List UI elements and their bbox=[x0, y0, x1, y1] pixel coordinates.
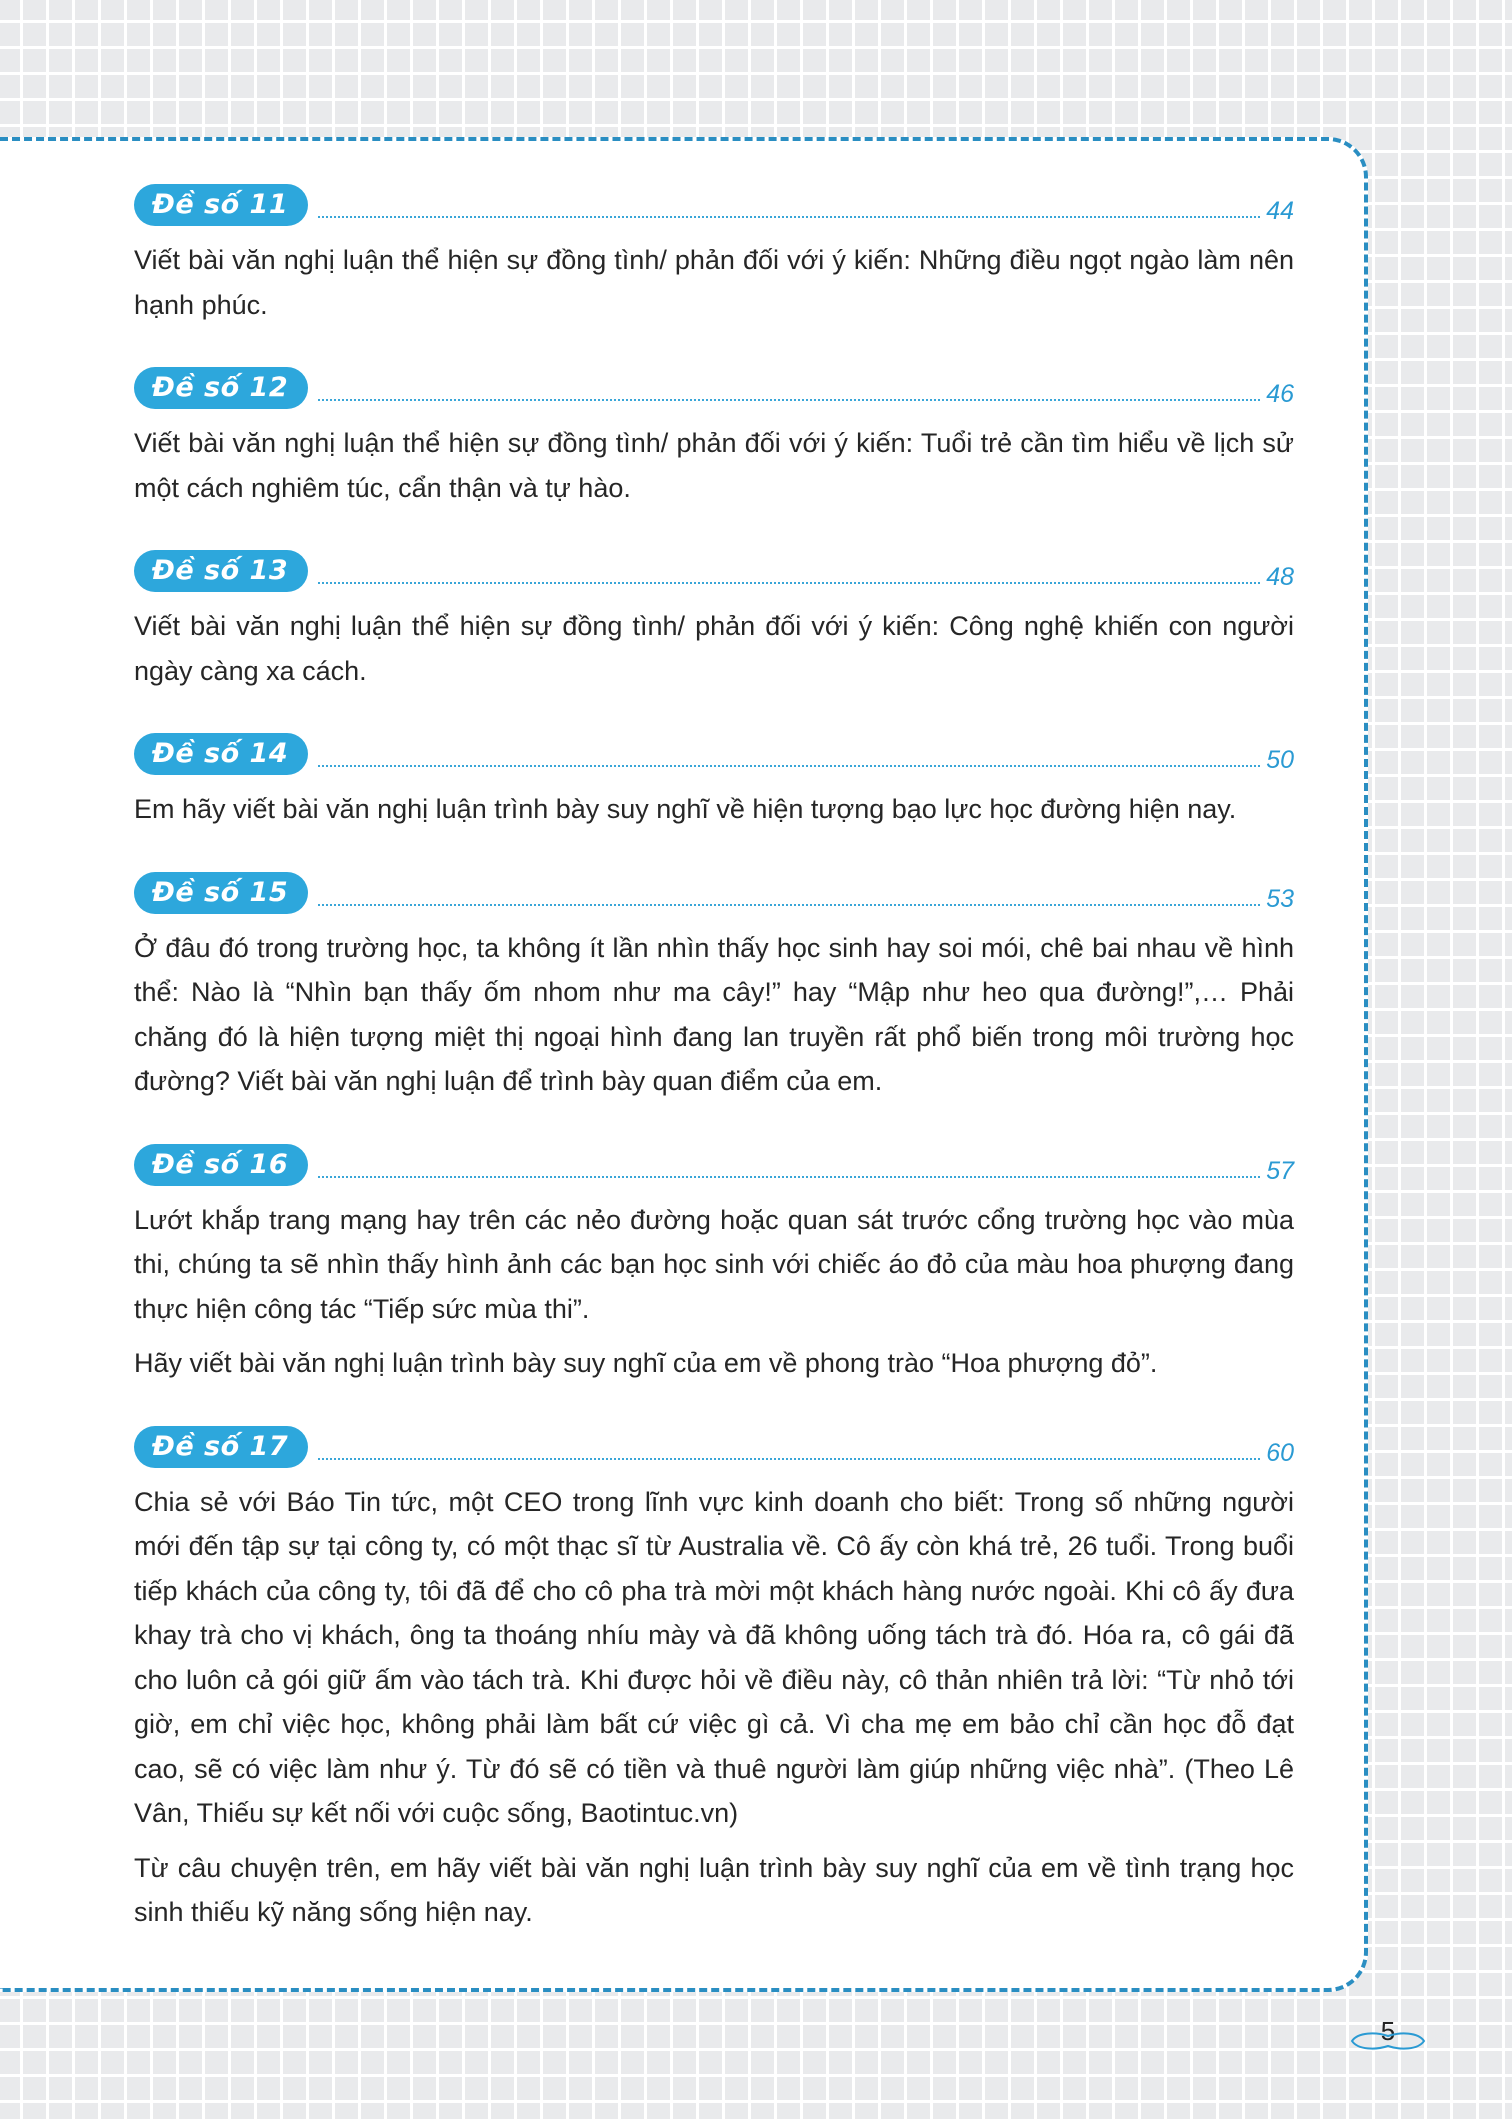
dotted-leader bbox=[318, 765, 1260, 767]
toc-entry bbox=[134, 868, 1294, 1104]
toc-entry-header bbox=[134, 363, 1294, 409]
page-number[interactable]: 53 bbox=[1266, 884, 1294, 913]
toc-entry bbox=[134, 363, 1294, 510]
exam-number-badge[interactable]: Đề số 17 bbox=[134, 1426, 308, 1468]
dotted-leader bbox=[318, 399, 1260, 401]
exam-prompt bbox=[134, 421, 1294, 510]
toc-entry-header bbox=[134, 546, 1294, 592]
folio-number: 5 bbox=[1380, 2016, 1396, 2046]
page-number[interactable]: 48 bbox=[1266, 563, 1294, 591]
exam-number-badge[interactable]: Đề số 14 bbox=[134, 733, 308, 775]
exam-prompt bbox=[134, 1198, 1294, 1386]
exam-prompt bbox=[134, 787, 1294, 832]
toc-entry bbox=[134, 1140, 1294, 1386]
toc-entry bbox=[134, 1422, 1294, 1935]
exam-prompt bbox=[134, 238, 1294, 327]
prompt-paragraph: Viết bài văn nghị luận thể hiện sự đồng tình/ phản đối với ý kiến: Công nghệ khiến con người ngày càng xa cách. bbox=[134, 611, 1294, 686]
dotted-leader bbox=[318, 1458, 1260, 1460]
exam-prompt bbox=[134, 926, 1294, 1104]
toc-content bbox=[134, 180, 1294, 1971]
dotted-leader bbox=[318, 904, 1260, 906]
dotted-leader bbox=[318, 216, 1260, 218]
page-number[interactable]: 46 bbox=[1266, 380, 1294, 408]
exam-prompt bbox=[134, 1480, 1294, 1935]
prompt-paragraph: Từ câu chuyện trên, em hãy viết bài văn nghị luận trình bày suy nghĩ của em về tình trạng học sinh thiếu kỹ năng sống hiện nay. bbox=[134, 1852, 1294, 1927]
page-number[interactable]: 50 bbox=[1266, 746, 1294, 774]
toc-entry-header bbox=[134, 868, 1294, 914]
prompt-paragraph: Em hãy viết bài văn nghị luận trình bày suy nghĩ về hiện tượng bạo lực học đường hiện nay. bbox=[134, 794, 1237, 824]
page-number[interactable]: 44 bbox=[1266, 197, 1294, 225]
exam-prompt bbox=[134, 604, 1294, 693]
toc-entry-header bbox=[134, 1140, 1294, 1186]
dotted-leader bbox=[318, 582, 1260, 584]
prompt-paragraph: Lướt khắp trang mạng hay trên các nẻo đường hoặc quan sát trước cổng trường học vào mùa thi, chúng ta sẽ nhìn thấy hình ảnh các bạn học sinh với chiếc áo đỏ của màu hoa phượng đang thực hiện công tác “Tiếp sức mùa thi”. bbox=[134, 1204, 1294, 1324]
prompt-paragraph: Hãy viết bài văn nghị luận trình bày suy nghĩ của em về phong trào “Hoa phượng đỏ”. bbox=[134, 1348, 1158, 1378]
exam-number-badge[interactable]: Đề số 13 bbox=[134, 550, 308, 592]
exam-number-badge[interactable]: Đề số 16 bbox=[134, 1144, 308, 1186]
prompt-paragraph: Chia sẻ với Báo Tin tức, một CEO trong lĩnh vực kinh doanh cho biết: Trong số những người mới đến tập sự tại công ty, có một thạc sĩ từ Australia về. Cô ấy còn khá trẻ, 26 tuổi. Trong buổi tiếp khách của công ty, tôi đã để cho cô pha trà mời một khách hàng nước ngoài. Khi cô ấy đưa khay trà cho vị khách, ông ta thoáng nhíu mày và đã không uống tách trà đó. Hóa ra, cô gái đã cho luôn cả gói giữ ấm vào tách trà. Khi được hỏi về điều này, cô thản nhiên trả lời: “Từ nhỏ tới giờ, em chỉ việc học, không phải làm bất cứ việc gì cả. Vì cha mẹ em bảo chỉ cần học đỗ đạt cao, sẽ có việc làm như ý. Từ đó sẽ có tiền và thuê người làm giúp những việc nhà”. (Theo Lê Vân, Thiếu sự kết nối với cuộc sống, Baotintuc.vn) bbox=[134, 1486, 1294, 1828]
prompt-paragraph: Ở đâu đó trong trường học, ta không ít lần nhìn thấy học sinh hay soi mói, chê bai nhau về hình thể: Nào là “Nhìn bạn thấy ốm nhom như ma cây!” hay “Mập như heo qua đường!”,… Phải chăng đó là hiện tượng miệt thị ngoại hình đang lan truyền rất phổ biến trong môi trường học đường? Viết bài văn nghị luận để trình bày quan điểm của em. bbox=[134, 932, 1294, 1096]
exam-number-badge[interactable]: Đề số 15 bbox=[134, 872, 308, 914]
toc-entry bbox=[134, 180, 1294, 327]
dotted-leader bbox=[318, 1176, 1260, 1178]
toc-entry-header bbox=[134, 729, 1294, 775]
toc-entry bbox=[134, 546, 1294, 693]
page-number[interactable]: 57 bbox=[1266, 1156, 1294, 1185]
exam-number-badge[interactable]: Đề số 11 bbox=[134, 184, 308, 226]
exam-number-badge[interactable]: Đề số 12 bbox=[134, 367, 308, 409]
prompt-paragraph: Viết bài văn nghị luận thể hiện sự đồng tình/ phản đối với ý kiến: Tuổi trẻ cần tìm hiểu về lịch sử một cách nghiêm túc, cẩn thận và tự hào. bbox=[134, 428, 1294, 503]
prompt-paragraph: Viết bài văn nghị luận thể hiện sự đồng tình/ phản đối với ý kiến: Những điều ngọt ngào làm nên hạnh phúc. bbox=[134, 245, 1294, 320]
folio-ornament bbox=[1348, 2030, 1428, 2052]
toc-entry-header bbox=[134, 1422, 1294, 1468]
toc-entry-header bbox=[134, 180, 1294, 226]
page-number[interactable]: 60 bbox=[1266, 1438, 1294, 1467]
toc-entry bbox=[134, 729, 1294, 832]
